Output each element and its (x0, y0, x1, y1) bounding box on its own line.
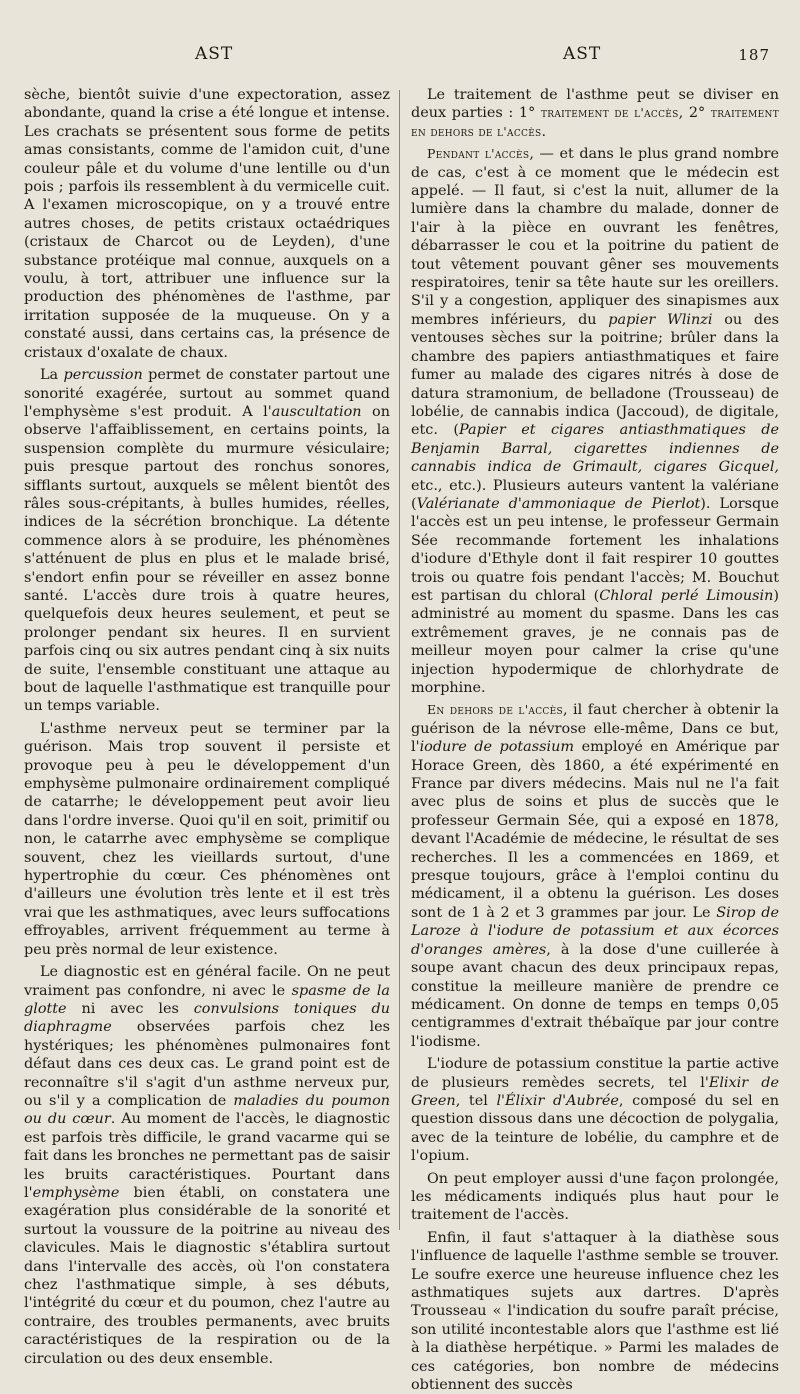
paragraph: Enfin, il faut s'attaquer à la diathèse sous l'influence de laquelle l'asthme semble se trouver. Le soufre exerce une heureuse influence chez les asthmatiques sujets aux dartres. D'après Trousseau « l'indication du soufre paraît précise, son utilité incontestable alors que l'asthme est lié à la diathèse herpétique. » Parmi les malades de ces catégories, bon nombre de médecins obtiennent des succès (411, 1229, 779, 1394)
paragraph: Le diagnostic est en général facile. On ne peut vraiment pas confondre, ni avec le spasme de la glotte ni avec les convulsions toniques du diaphragme observées parfois chez les hystériques; les phénomènes pulmonaires font défaut dans ces deux cas. Le grand point est de reconnaître s'il s'agit d'un asthme nerveux pur, ou s'il y a complication de maladies du poumon ou du cœur. Au moment de l'accès, le diagnostic est parfois très difficile, le grand vacarme qui se fait dans les bronches ne permettant pas de saisir les bruits caractéristiques. Pourtant dans l'emphysème bien établi, on constatera une exagération plus considérable de la sonorité et surtout la voussure de la poitrine au niveau des clavicules. Mais le diagnostic s'établira surtout dans l'intervalle des accès, où l'on constatera chez l'asthmatique simple, à ses débuts, l'intégrité du cœur et du poumon, chez l'autre au contraire, des troubles permanents, avec bruits caractéristiques de la respiration ou de la circulation ou des deux ensemble. (24, 964, 391, 1367)
column-divider (399, 90, 400, 1230)
paragraph: Le traitement de l'asthme peut se diviser en deux parties : 1° traitement de l'accès, 2° traitement en dehors de l'accès. (411, 87, 779, 140)
header-left-title: AST (195, 44, 234, 64)
paragraph: La percussion permet de constater partout une sonorité exagérée, surtout au sommet quand l'emphysème s'est produit. A l'auscultation on observe l'affaiblissement, en certains points, la suspension complète du murmure vésiculaire; puis presque partout des ronchus sonores, sifflants surtout, auxquels se mêlent bientôt des râles sous-crépitants, à bulles humides, réelles, indices de la sécrétion bronchique. La détente commence alors à se produire, les phénomènes s'atténuent de plus en plus et le malade brisé, s'endort enfin pour se réveiller en assez bonne santé. L'accès dure trois à quatre heures, quelquefois deux heures seulement, et peut se prolonger pendant six heures. Il en survient parfois cinq ou six autres pendant cinq à six nuits de suite, l'ensemble constituant une attaque au bout de laquelle l'asthmatique est tranquille pour un temps variable. (24, 367, 390, 715)
paragraph: sèche, bientôt suivie d'une expectoration, assez abondante, quand la crise a été longue et intense. Les crachats se présentent sous forme de petits amas consistants, comme de l'amidon cuit, d'une couleur pâle et du volume d'une lentille ou d'un pois ; parfois ils ressemblent à du vermicelle cuit. A l'examen microscopique, on y a trouvé entre autres choses, de petits cristaux octaédriques (cristaux de Charcot ou de Leyden), d'une substance protéique mal connue, auxquels on a voulu, à tort, attribuer une influence sur la production des phénomènes de l'asthme, par irritation supposée de la muqueuse. On y a constaté aussi, dans certains cas, la présence de cristaux d'oxalate de chaux. (24, 87, 390, 361)
paragraph: L'iodure de potassium constitue la partie active de plusieurs remèdes secrets, tel l'Elixir de Green, tel l'Élixir d'Aubrée, composé du sel en question dissous dans une décoction de polygalia, avec de la teinture de lobélie, du camphre et de l'opium. (411, 1056, 779, 1165)
paragraph: L'asthme nerveux peut se terminer par la guérison. Mais trop souvent il persiste et provoque peu à peu le développement d'un emphysème pulmonaire ordinairement compliqué de catarrhe; le développement peut avoir lieu dans l'ordre inverse. Quoi qu'il en soit, primitif ou non, le catarrhe avec emphysème se complique souvent, chez les vieillards surtout, d'une hypertrophie du cœur. Ces phénomènes ont d'ailleurs une évolution très lente et il est très vrai que les asthmatiques, avec leurs suffocations effroyables, arrivent fréquemment au terme à peu près normal de leur existence. (24, 720, 390, 958)
paragraph: En dehors de l'accès, il faut chercher à obtenir la guérison de la névrose elle-même, Dans ce but, l'iodure de potassium employé en Amérique par Horace Green, dès 1860, a été expérimenté en France par divers médecins. Mais nul ne l'a fait avec plus de soins et plus de succès que le professeur Germain Sée, qui a exposé en 1878, devant l'Académie de médecine, le résultat de ses recherches. Il les a commencées en 1869, et presque toujours, grâce à l'emploi continu du médicament, il a obtenu la guérison. Les doses sont de 1 à 2 et 3 grammes par jour. Le Sirop de Laroze à l'iodure de potassium et aux écorces d'oranges amères, à la dose d'une cuillerée à soupe avant chacun des deux principaux repas, constitue la meilleure manière de prendre ce médicament. On donne de temps en temps 0,05 centigrammes d'extrait thébaïque par jour contre l'iodisme. (411, 702, 779, 1050)
left-column (24, 86, 391, 1367)
running-header (0, 44, 800, 74)
page-number: 187 (738, 46, 770, 64)
right-column (411, 86, 779, 1394)
header-right-title: AST (563, 44, 602, 64)
paragraph: Pendant l'accès, — et dans le plus grand nombre de cas, c'est à ce moment que le médecin est appelé. — Il faut, si c'est la nuit, allumer de la lumière dans la chambre du malade, donner de l'air à la pièce en ouvrant les fenêtres, débarrasser le cou et la poitrine du patient de tout vêtement pouvant gêner ses mouvements respiratoires, tenir sa tête haute sur les oreillers. S'il y a congestion, appliquer des sinapismes aux membres inférieurs, du papier Wlinzi ou des ventouses sèches sur la poitrine; brûler dans la chambre des papiers antiasthmatiques et faire fumer au malade des cigares nitrés à dose de datura stramonium, de belladone (Trousseau) de lobélie, de cannabis indica (Jaccoud), de digitale, etc. (Papier et cigares antiasthmatiques de Benjamin Barral, cigarettes indiennes de cannabis indica de Grimault, cigares Gicquel, etc., etc.). Plusieurs auteurs vantent la valériane (Valérianate d'ammoniaque de Pierlot). Lorsque l'accès est un peu intense, le professeur Germain Sée recommande fortement les inhalations d'iodure d'Ethyle dont il fait respirer 10 gouttes trois ou quatre fois pendant l'accès; M. Bouchut est partisan du chloral (Chloral perlé Limousin) administré au moment du spasme. Dans les cas extrêmement graves, je ne connais pas de meilleur moyen pour calmer la crise qu'une injection hypodermique de chlorhydrate de morphine. (411, 146, 779, 696)
paragraph: On peut employer aussi d'une façon prolongée, les médicaments indiqués plus haut pour le traitement de l'accès. (411, 1170, 779, 1224)
